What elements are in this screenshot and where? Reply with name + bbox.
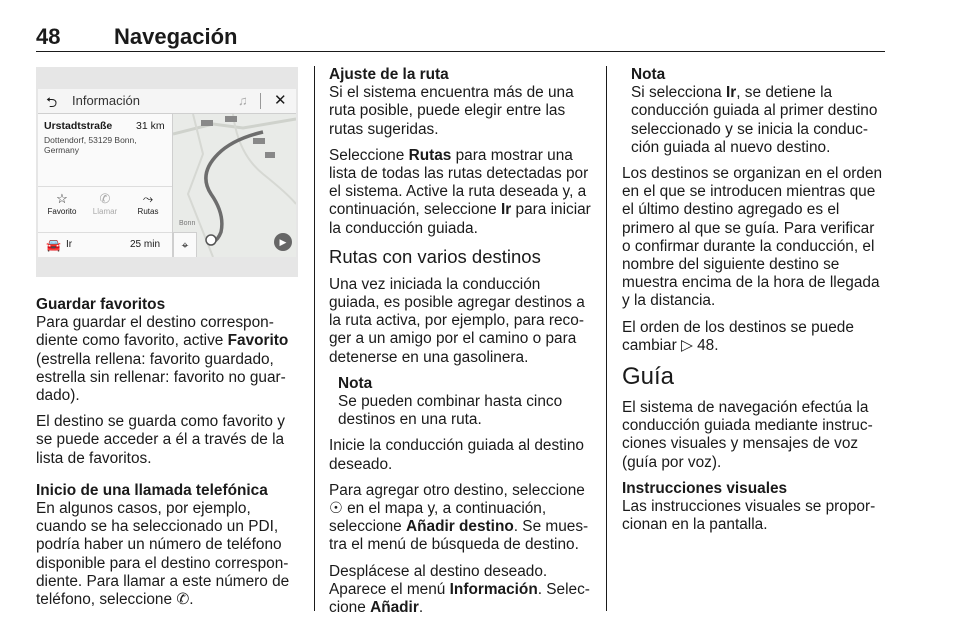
bold-term: Ir	[725, 84, 737, 102]
star-icon: ☆	[56, 191, 68, 206]
call-action	[83, 191, 127, 216]
play-icon: ▶	[274, 233, 292, 251]
paragraph	[329, 147, 591, 238]
column-3	[622, 66, 887, 542]
heading-guia: Guía	[622, 363, 675, 391]
back-icon: ⮌	[46, 94, 58, 110]
paragraph: Una vez iniciada la conducción guiada, es posible agregar destinos a la ruta activa, por ejemplo, para recoger a un amigo por el camino o para detenerse en una gasolinera.	[329, 275, 585, 366]
favorite-action	[40, 191, 84, 216]
routes-action	[126, 191, 170, 216]
bold-term: Información	[449, 580, 538, 598]
page-header	[36, 24, 885, 52]
screen-title: Información	[72, 93, 140, 108]
text: para mostrar una lista de todas las rutas detectadas por el sistema. Active la ruta deseada y, a continuación, seleccione	[329, 146, 589, 219]
note-box	[622, 66, 887, 157]
eta: 25 min	[130, 239, 161, 250]
note-box	[329, 375, 591, 430]
bold-term: Ir	[500, 201, 512, 219]
text: Si selecciona	[631, 84, 726, 102]
heading-ajuste-ruta: Ajuste de la ruta	[329, 66, 449, 83]
pin-icon: ⌖	[173, 232, 197, 257]
bold-term: Rutas	[408, 146, 452, 164]
text: . Seleccione	[329, 580, 590, 617]
text: .	[418, 599, 424, 617]
paragraph: Las instrucciones visuales se proporcionan en la pantalla.	[622, 498, 876, 534]
action-label: Rutas	[137, 207, 159, 216]
address: Dottendorf, 53129 Bonn, Germany	[44, 135, 137, 155]
note-text	[631, 84, 887, 157]
bold-term: Añadir destino	[406, 518, 514, 536]
note-text: Se pueden combinar hasta cinco destinos en una ruta.	[338, 393, 563, 429]
page-number: 48	[36, 24, 61, 49]
heading-instrucciones-visuales: Instrucciones visuales	[622, 479, 788, 497]
music-icon: ♫	[238, 93, 248, 108]
paragraph: Los destinos se organizan en el orden en el que se introducen mientras que el último destino agregado es el primero al que se guía. Para verificar o confirmar durante la conducción, el nombre del siguiente destino se muestra encima de la hora de llegada y la distancia.	[622, 165, 883, 310]
column-divider	[606, 66, 607, 611]
note-label: Nota	[631, 66, 666, 83]
phone-icon: ✆	[99, 191, 111, 206]
paragraph: Si el sistema encuentra más de una ruta posible, puede elegir entre las rutas sugeridas.	[329, 84, 574, 138]
action-row	[38, 186, 172, 231]
paragraph: En algunos casos, por ejemplo, cuando se ha seleccionado un PDI, podría haber un número de teléfono disponible para el destino correspondiente. Para llamar a este número de teléfono, seleccione ✆.	[36, 500, 290, 609]
close-icon: ✕	[274, 92, 287, 109]
header-rule	[36, 51, 885, 52]
action-label: Llamar	[92, 207, 118, 216]
column-divider	[314, 66, 315, 611]
car-icon: 🚘	[46, 238, 61, 252]
text: . Se muestra el menú de búsqueda de destino.	[329, 518, 589, 554]
paragraph: El orden de los destinos se puede cambiar ▷ 48.	[622, 318, 854, 354]
column-1	[36, 296, 298, 617]
paragraph: Inicie la conducción guiada al destino deseado.	[329, 437, 584, 473]
bold-term: Favorito	[227, 332, 289, 350]
text: Seleccione	[329, 146, 409, 164]
paragraph: El sistema de navegación efectúa la conducción guiada mediante instrucciones visuales y mensajes de voz (guía por voz).	[622, 399, 873, 471]
go-label: Ir	[66, 239, 73, 250]
text: Desplácese al destino deseado. Aparece el menú	[329, 562, 548, 598]
navigation-screenshot	[36, 67, 298, 277]
map-city-label: Bonn	[179, 220, 196, 227]
paragraph	[329, 482, 591, 555]
action-label: Favorito	[47, 207, 77, 216]
paragraph	[36, 314, 298, 405]
paragraph: El destino se guarda como favorito y se puede acceder a él a través de la lista de favoritos.	[36, 413, 285, 467]
section-title: Navegación	[114, 24, 238, 49]
heading-guardar-favoritos: Guardar favoritos	[36, 296, 166, 313]
column-2	[329, 66, 591, 625]
divider	[260, 93, 261, 109]
paragraph	[329, 563, 591, 618]
bold-term: Añadir	[370, 599, 419, 617]
text: Para guardar el destino correspondiente como favorito, active	[36, 314, 274, 350]
text: (estrella rellena: favorito guardado, estrella sin rellenar: favorito no guardado).	[36, 350, 286, 405]
street-name: Urstadtstraße	[44, 120, 113, 132]
text: para iniciar la conducción guiada.	[329, 201, 591, 237]
go-bar	[38, 232, 172, 257]
routes-icon: ⤳	[142, 191, 154, 206]
info-panel	[38, 114, 173, 257]
note-label: Nota	[338, 374, 373, 392]
heading-llamada: Inicio de una llamada telefónica	[36, 481, 268, 499]
text: , se detiene la conducción guiada al primer destino seleccionado y se inicia la conducción guiada al nuevo destino.	[631, 84, 878, 156]
distance: 31 km	[136, 120, 165, 132]
text: Para agregar otro destino, seleccione ☉ en el mapa y, a continuación, seleccione	[329, 481, 585, 536]
heading-rutas-varios-destinos: Rutas con varios destinos	[329, 245, 541, 267]
screen-title-bar	[38, 89, 296, 114]
screen	[38, 89, 296, 257]
